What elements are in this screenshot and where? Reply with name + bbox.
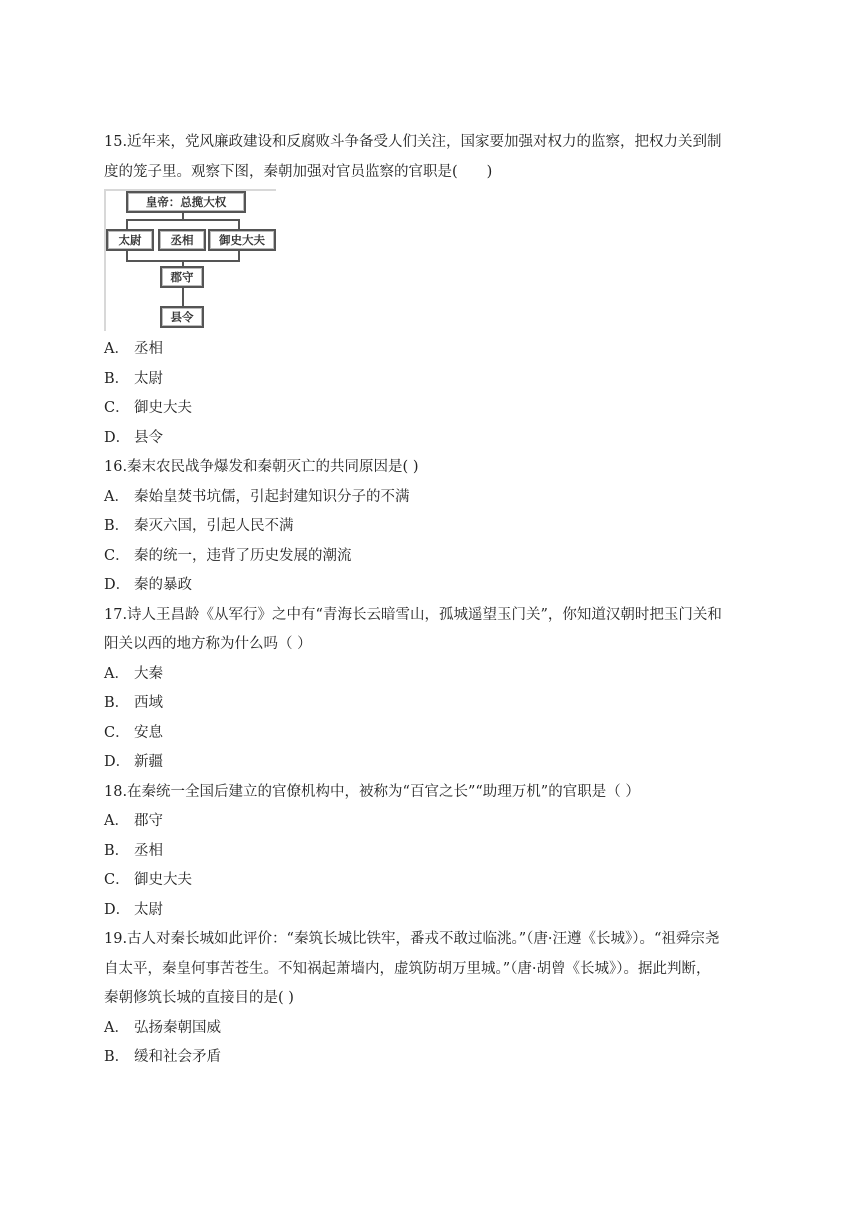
- connector-top-bar: [126, 219, 238, 221]
- option-label: B．: [104, 1049, 130, 1065]
- question-15-stem-line-1: 15.近年来，党风廉政建设和反腐败斗争备受人们关注，国家要加强对权力的监察，把权力关到制: [104, 134, 722, 150]
- option-label: B．: [104, 695, 130, 711]
- question-19: [104, 925, 784, 1073]
- option-text: 秦灭六国，引起人民不满: [134, 518, 294, 534]
- option-label: D．: [104, 754, 131, 770]
- option-label: B．: [104, 370, 130, 387]
- option-text: 秦始皇焚书坑儒，引起封建知识分子的不满: [134, 488, 410, 505]
- taiwei-box: 太尉: [106, 229, 154, 251]
- question-15: [104, 128, 784, 453]
- xianling-box: 县令: [160, 306, 204, 328]
- diagram-frame-left: [104, 189, 106, 331]
- question-18-option-a[interactable]: [104, 807, 784, 837]
- question-17-option-a[interactable]: [104, 660, 784, 690]
- option-text: 丞相: [134, 341, 163, 357]
- option-label: A．: [104, 665, 129, 682]
- option-label: A．: [104, 1019, 129, 1036]
- option-label: D．: [104, 901, 131, 918]
- option-label: A．: [104, 813, 129, 829]
- question-19-stem-line-2: 自太平，秦皇何事苦苍生。不知祸起萧墙内，虚筑防胡万里城。”（唐·胡曾《长城》）。据此判断，: [104, 960, 711, 977]
- question-16-option-b[interactable]: [104, 512, 784, 542]
- option-text: 弘扬秦朝国威: [134, 1019, 221, 1036]
- question-16-stem-line-1: 16.秦末农民战争爆发和秦朝灭亡的共同原因是( ): [104, 459, 419, 475]
- question-18: [104, 778, 784, 926]
- option-text: 新疆: [134, 754, 163, 770]
- question-19-option-b[interactable]: [104, 1043, 784, 1073]
- question-16-option-c[interactable]: [104, 542, 784, 572]
- connector-xianling-up: [182, 288, 184, 306]
- question-17: [104, 601, 784, 778]
- option-label: D．: [104, 577, 131, 593]
- option-text: 御史大夫: [134, 400, 192, 416]
- question-16: [104, 453, 784, 601]
- question-18-option-c[interactable]: [104, 866, 784, 896]
- option-label: B．: [104, 518, 130, 534]
- qin-bureaucracy-diagram: [104, 189, 276, 333]
- question-17-option-c[interactable]: [104, 719, 784, 749]
- option-text: 大秦: [134, 665, 163, 682]
- option-text: 西域: [134, 695, 163, 711]
- question-19-stem-line-1: 19.古人对秦长城如此评价：“秦筑长城比铁牢，番戎不敢过临洮。”（唐·汪遵《长城》）。“祖舜宗尧: [104, 931, 720, 947]
- question-15-option-c[interactable]: [104, 394, 784, 424]
- question-15-option-d[interactable]: [104, 424, 784, 454]
- option-text: 太尉: [134, 370, 163, 387]
- yushidafu-box: 御史大夫: [208, 229, 276, 251]
- emperor-box: 皇帝：总揽大权: [126, 191, 246, 213]
- question-17-stem-line-1: 17.诗人王昌龄《从军行》之中有“青海长云暗雪山，孤城遥望玉门关”，你知道汉朝时把玉门关和: [104, 606, 722, 623]
- question-15-option-b[interactable]: [104, 365, 784, 395]
- option-text: 县令: [134, 429, 163, 446]
- question-18-option-b[interactable]: [104, 837, 784, 867]
- option-label: D．: [104, 429, 131, 446]
- option-text: 安息: [134, 724, 163, 741]
- chengxiang-box: 丞相: [158, 229, 206, 251]
- option-text: 御史大夫: [134, 872, 192, 888]
- option-label: B．: [104, 842, 130, 859]
- question-18-option-d[interactable]: [104, 896, 784, 926]
- question-15-stem-line-2: 度的笼子里。观察下图，秦朝加强对官员监察的官职是( ): [104, 163, 493, 180]
- option-label: C．: [104, 724, 130, 741]
- option-label: C．: [104, 547, 130, 564]
- option-text: 秦的暴政: [134, 577, 192, 593]
- question-19-option-a[interactable]: [104, 1014, 784, 1044]
- junshou-box: 郡守: [160, 266, 204, 288]
- question-17-option-d[interactable]: [104, 748, 784, 778]
- option-label: C．: [104, 400, 130, 416]
- option-label: A．: [104, 488, 129, 505]
- question-19-stem-line-3: 秦朝修筑长城的直接目的是( ): [104, 990, 294, 1006]
- option-text: 郡守: [134, 813, 163, 829]
- question-17-stem-line-2: 阳关以西的地方称为什么吗（ ）: [104, 636, 312, 652]
- option-text: 丞相: [134, 842, 163, 859]
- option-text: 秦的统一，违背了历史发展的潮流: [134, 547, 352, 564]
- question-15-option-a[interactable]: [104, 335, 784, 365]
- exam-page: [104, 128, 784, 1073]
- option-label: C．: [104, 872, 130, 888]
- option-text: 太尉: [134, 901, 163, 918]
- connector-taiwei-up: [126, 219, 128, 229]
- question-16-option-d[interactable]: [104, 571, 784, 601]
- question-16-option-a[interactable]: [104, 483, 784, 513]
- option-text: 缓和社会矛盾: [134, 1049, 221, 1065]
- question-18-stem-line-1: 18.在秦统一全国后建立的官僚机构中，被称为“百官之长”“助理万机”的官职是（ ）: [104, 783, 640, 800]
- connector-yushi-up: [238, 219, 240, 229]
- question-17-option-b[interactable]: [104, 689, 784, 719]
- option-label: A．: [104, 341, 129, 357]
